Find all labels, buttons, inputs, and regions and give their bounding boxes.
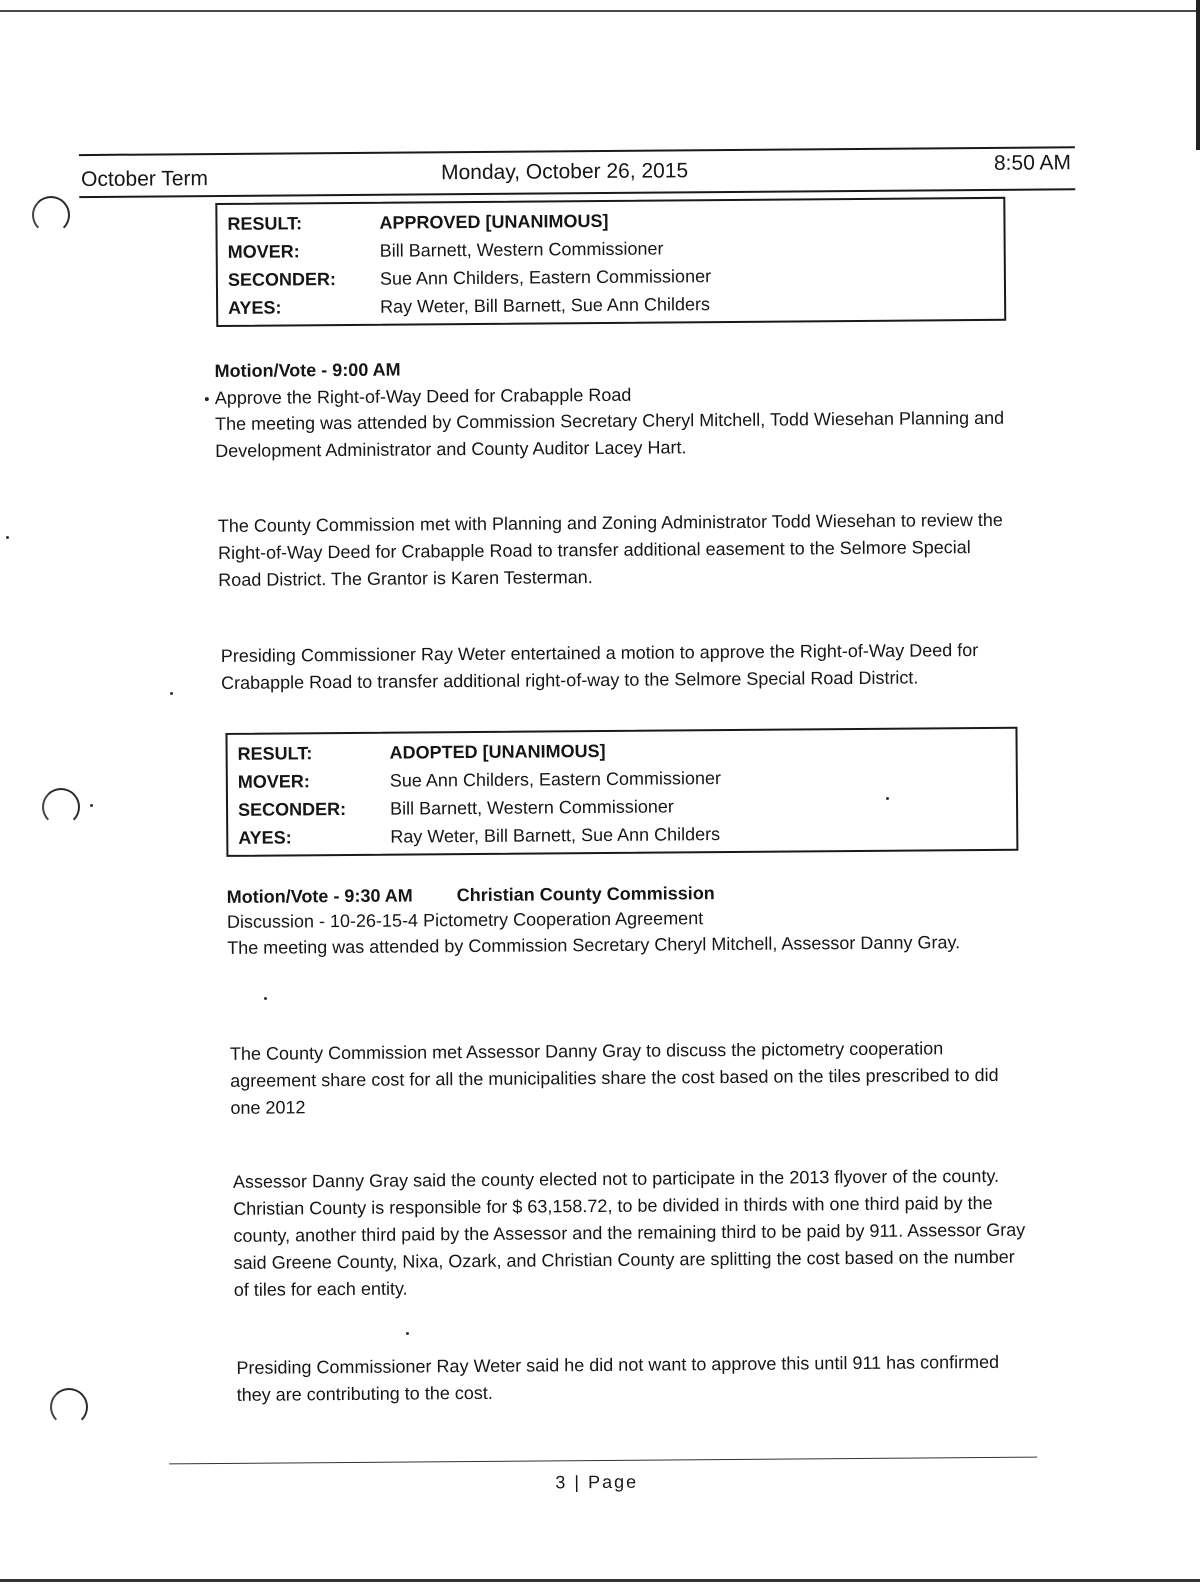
bullet-icon (205, 397, 209, 401)
vote-label: AYES: (228, 297, 282, 318)
paragraph-2b: Assessor Danny Gray said the county elected not to participate in the 2013 flyover of the county. Christian County is responsible for $ 63,158.72, to be divided in thirds with one third paid by the county, another third paid by the Assessor and the remaining third to be paid by 911. Assessor Gray said Greene County, Nixa, Ozark, and Christian County are splitting the cost based on the number of tiles for each entity. (232, 1165, 1026, 1300)
vote-result-box-2 (225, 727, 1018, 857)
agenda-item-2: Discussion - 10-26-15-4 Pictometry Cooperation Agreement (226, 908, 704, 932)
vote-label: AYES: (238, 827, 292, 848)
paragraph-1b: Presiding Commissioner Ray Weter entertained a motion to approve the Right-of-Way Deed for Crabapple Road to transfer additional right-of-way to the Selmore Special Road District. (220, 640, 979, 693)
vote-result-box-1 (215, 197, 1006, 327)
paragraph-2a: The County Commission met Assessor Danny Gray to discuss the pictometry cooperation agreement share cost for all the municipalities share the cost based on the tiles prescribed to did one 2012 (229, 1038, 999, 1118)
vote-value: Ray Weter, Bill Barnett, Sue Ann Childers (390, 824, 721, 847)
vote-value: Sue Ann Childers, Eastern Commissioner (389, 768, 722, 791)
agenda-item-text: Approve the Right-of-Way Deed for Crabapple Road (214, 384, 632, 409)
paragraph-2c: Presiding Commissioner Ray Weter said he did not want to approve this until 911 has confirmed they are contributing to the cost. (236, 1351, 1000, 1405)
vote-row-ayes (228, 289, 1004, 323)
attendance-2: The meeting was attended by Commission Secretary Cheryl Mitchell, Assessor Danny Gray. (227, 932, 961, 958)
header-term: October Term (81, 167, 209, 192)
vote-label: RESULT: (237, 743, 313, 764)
vote-row-ayes (238, 819, 1016, 853)
motion-vote-heading: Motion/Vote - 9:00 AM (214, 359, 401, 382)
section-title-2 (227, 883, 715, 908)
scan-edge-right (1196, 0, 1200, 150)
motion-vote-heading: Motion/Vote - 9:30 AM (226, 885, 413, 907)
vote-value: Bill Barnett, Western Commissioner (389, 796, 674, 819)
vote-value: Ray Weter, Bill Barnett, Sue Ann Childers (380, 294, 711, 317)
footer-divider (169, 1457, 1037, 1465)
vote-label: SECONDER: (227, 269, 336, 290)
attendance-1: The meeting was attended by Commission Secretary Cheryl Mitchell, Todd Wiesehan Planning and Development Administrator and County Auditor Lacey Hart. (214, 407, 1005, 462)
vote-label: SECONDER: (237, 798, 347, 820)
section-title-1 (215, 360, 401, 382)
vote-value: Sue Ann Childers, Eastern Commissioner (379, 266, 712, 289)
vote-label: RESULT: (227, 213, 303, 234)
vote-label: MOVER: (237, 771, 310, 792)
paragraph-1a: The County Commission met with Planning and Zoning Administrator Todd Wiesehan to review the Right-of-Way Deed for Crabapple Road to transfer additional easement to the Selmore Special Road District. The Grantor is Karen Testerman. (217, 509, 1003, 590)
page-header (79, 146, 1075, 198)
vote-value: Bill Barnett, Western Commissioner (379, 238, 664, 261)
vote-value: ADOPTED [UNANIMOUS] (389, 740, 606, 763)
vote-label: MOVER: (227, 241, 300, 262)
vote-value: APPROVED [UNANIMOUS] (379, 210, 609, 233)
header-date: Monday, October 26, 2015 (440, 159, 689, 185)
header-time: 8:50 AM (993, 151, 1072, 175)
organization-name: Christian County Commission (456, 883, 715, 906)
page-number: 3 | Page (555, 1471, 639, 1493)
